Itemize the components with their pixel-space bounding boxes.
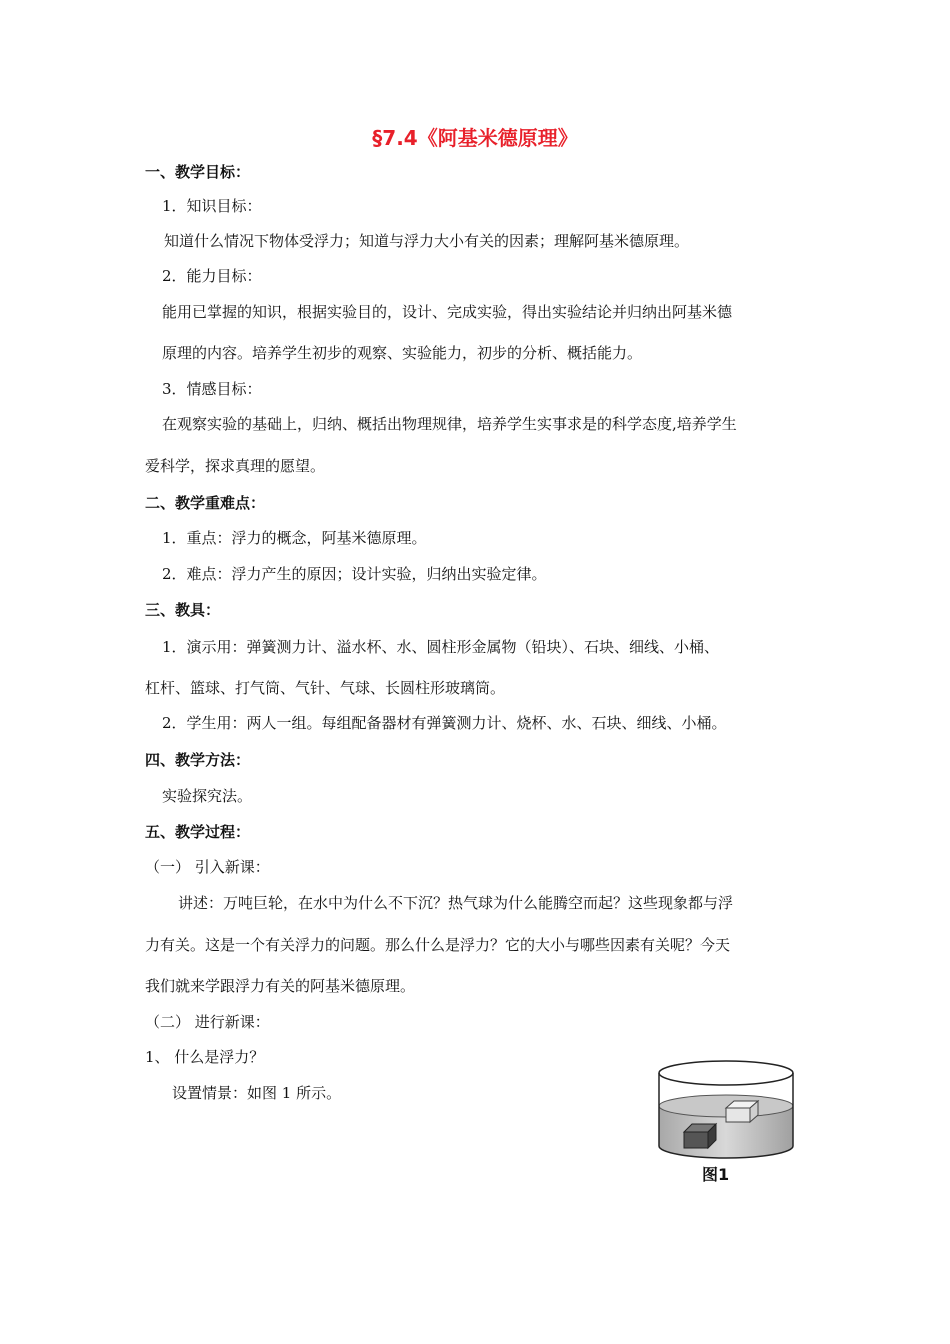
intro-text-line-2: 力有关。这是一个有关浮力的问题。那么什么是浮力？它的大小与哪些因素有关呢？今天 xyxy=(145,936,731,954)
page-title: §7.4《阿基米德原理》 xyxy=(372,126,578,150)
question-1-text: 设置情景：如图 1 所示。 xyxy=(172,1084,342,1102)
goal-1-text: 知道什么情况下物体受浮力；知道与浮力大小有关的因素；理解阿基米德原理。 xyxy=(164,232,690,250)
student-tools: 2．学生用：两人一组。每组配备器材有弹簧测力计、烧杯、水、石块、细线、小桶。 xyxy=(162,714,727,732)
key-point: 1．重点：浮力的概念，阿基米德原理。 xyxy=(162,529,427,547)
section-heading-process: 五、教学过程： xyxy=(145,823,251,841)
goal-2-label: 2．能力目标： xyxy=(162,267,262,285)
method-text: 实验探究法。 xyxy=(162,787,253,805)
section-heading-tools: 三、教具： xyxy=(145,601,221,619)
intro-text-line-3: 我们就来学跟浮力有关的阿基米德原理。 xyxy=(145,977,416,995)
step-2-heading: （二） 进行新课： xyxy=(145,1013,270,1031)
goal-3-label: 3．情感目标： xyxy=(162,380,262,398)
question-1: 1、 什么是浮力？ xyxy=(145,1048,265,1066)
step-1-heading: （一） 引入新课： xyxy=(145,858,270,876)
demo-tools-line-2: 杠杆、篮球、打气筒、气针、气球、长圆柱形玻璃筒。 xyxy=(145,679,506,697)
demo-tools-line-1: 1．演示用：弹簧测力计、溢水杯、水、圆柱形金属物（铅块）、石块、细线、小桶、 xyxy=(162,638,720,656)
sunken-block xyxy=(684,1124,716,1148)
goal-2-text-line-2: 原理的内容。培养学生初步的观察、实验能力，初步的分析、概括能力。 xyxy=(162,344,643,362)
section-heading-goals: 一、教学目标： xyxy=(145,163,251,181)
goal-3-text-line-1: 在观察实验的基础上，归纳、概括出物理规律，培养学生实事求是的科学态度,培养学生 xyxy=(162,415,737,433)
figure-1-caption: 图1 xyxy=(702,1165,730,1184)
section-heading-method: 四、教学方法： xyxy=(145,751,251,769)
intro-text-line-1: 讲述：万吨巨轮，在水中为什么不下沉？热气球为什么能腾空而起？这些现象都与浮 xyxy=(178,894,734,912)
goal-1-label: 1．知识目标： xyxy=(162,197,262,215)
goal-2-text-line-1: 能用已掌握的知识，根据实验目的，设计、完成实验，得出实验结论并归纳出阿基米德 xyxy=(162,303,733,321)
goal-3-text-line-2: 爱科学，探求真理的愿望。 xyxy=(145,457,326,475)
floating-block xyxy=(726,1101,758,1122)
difficult-point: 2．难点：浮力产生的原因；设计实验，归纳出实验定律。 xyxy=(162,565,547,583)
section-heading-key-points: 二、教学重难点： xyxy=(145,494,266,512)
